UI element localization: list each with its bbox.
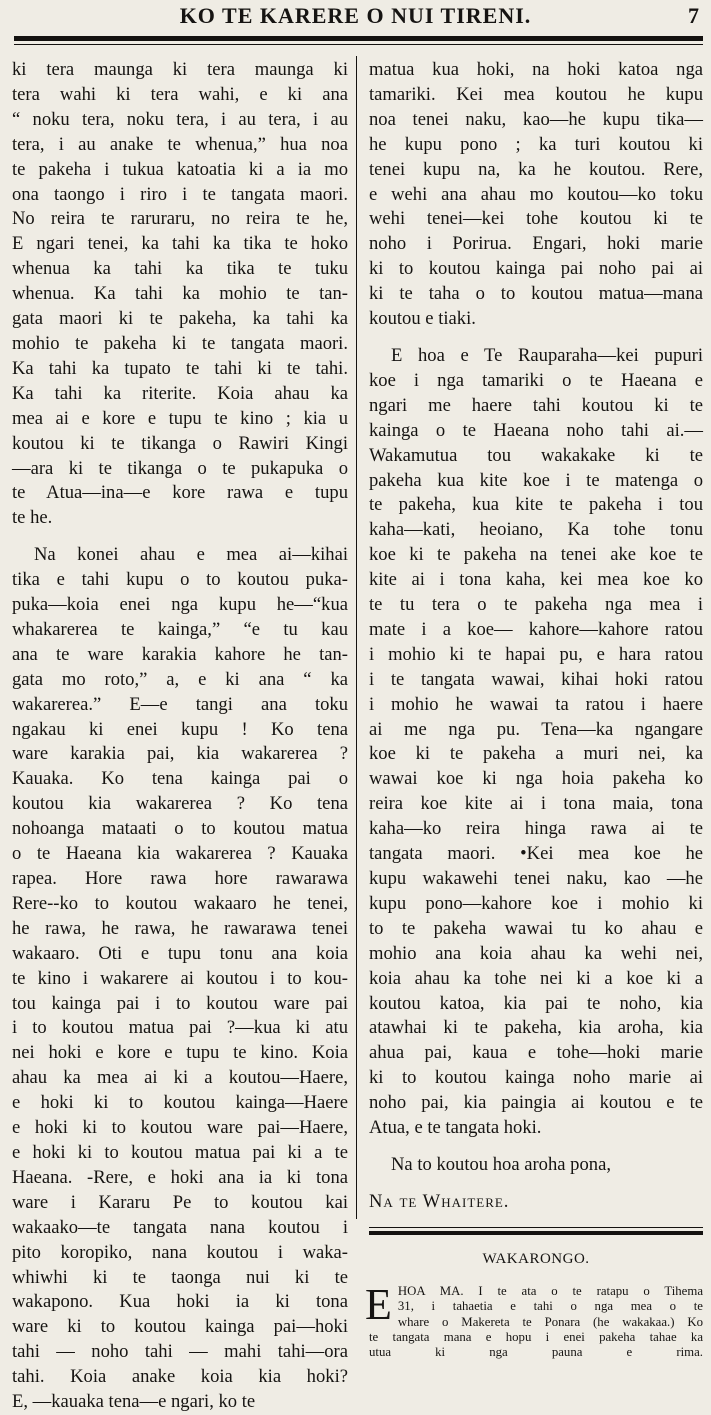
text-line: No reira te raruraru, no reira te he, (12, 208, 348, 230)
paragraph (12, 58, 348, 531)
text-line: ai me nga pu. Tena—ka ngangare (369, 718, 703, 740)
text-line: kaha—kati, heoiano, Ka tohe tonu (369, 519, 703, 541)
left-column (12, 58, 348, 1415)
text-line: te tu tera o te pakeha nga mea i (369, 594, 703, 616)
text-line: Na konei ahau e mea ai—kihai (34, 544, 348, 566)
paragraph (369, 344, 703, 1141)
text-line: mohio te pakeha ki te tangata maori. (12, 332, 348, 354)
text-line: whiwhi ki te taonga nui ki te (12, 1266, 348, 1288)
text-line: mea ai e kore e tupu te kino ; kia u (12, 407, 348, 429)
text-line: —ara ki te tikanga o te pukapuka o (12, 457, 348, 479)
paragraph (12, 543, 348, 1415)
header-rule-thin (14, 44, 703, 45)
text-line: i mohio ki te hapai pu, e hara ratou (369, 643, 703, 665)
text-line: kupu wakawehi tenei naku, kao —he (369, 868, 703, 889)
text-line: koe i nga tamariki o te Haeana e (369, 369, 703, 391)
text-line: gata mo roto,” a, e ki ana “ ka (12, 668, 348, 690)
header-rule-thick (14, 36, 703, 41)
text-line: he kupu pono ; ka turi koutou ki (369, 133, 703, 155)
text-line: tika e tahi kupu o to koutou puka- (12, 569, 348, 591)
text-line: wakapono. Kua hoki ia ki tona (12, 1291, 348, 1313)
drop-cap: E (365, 1279, 392, 1329)
text-line: te pakeha i tukua katoatia ki a ia mo (12, 158, 348, 180)
page-header (0, 0, 711, 36)
text-line: ki tera maunga ki tera maunga ki (12, 59, 348, 80)
text-line: te pakeha, kua kite te pakeha i tou (369, 494, 703, 516)
text-line: noho i Porirua. Engari, hoki marie (369, 233, 703, 255)
section-title: WAKARONGO. (482, 1250, 590, 1267)
text-line: ware i Kararu Pe to koutou kai (12, 1191, 348, 1213)
text-line: ahua pai, kaua e tohe—hoki marie (369, 1042, 703, 1064)
text-line: Kauaka. Ko tena kainga pai o (12, 768, 348, 790)
text-line: whenua. Ka tahi ka mohio te tan- (12, 283, 348, 305)
text-line: koe ki te pakeha a muri nei, ka (369, 743, 703, 765)
text-line: e hoki ki to koutou ware pai—Haere, (12, 1117, 348, 1139)
text-line: gata maori ki te pakeha, ka tahi ka (12, 308, 348, 330)
text-line: tera wahi ki tera wahi, e ki ana (12, 83, 348, 105)
text-line: wakaako—te tangata nana koutou i (12, 1216, 348, 1238)
notice-line: te tangata mana e hopu i enei pakeha tahae ka (369, 1329, 703, 1344)
text-line: o te Haeana kia wakarerea ? Kauaka (12, 843, 348, 865)
text-line: te Atua—ina—e kore rawa e tupu (12, 482, 348, 504)
text-line: Atua, e te tangata hoki. (369, 1117, 542, 1139)
text-line: tahi. Koia anake koia kia hoki? (12, 1366, 348, 1388)
text-line: whenua ka tahi ka tika te tuku (12, 258, 348, 280)
text-line: koia ahau ka tohe nei ki a koe ki a (369, 967, 703, 989)
text-line: koutou kia wakarerea ? Ko tena (12, 793, 348, 815)
text-line: kupu pono—kahore koe i mohio ki (369, 892, 703, 914)
text-line: koe ki te pakeha na tenei ake koe te (369, 544, 703, 566)
closing-line: Na to koutou hoa aroha pona, (391, 1153, 611, 1175)
signature: Na te Whaitere. (369, 1190, 510, 1212)
text-line: koutou ki te tikanga o Rawiri Kingi (12, 432, 348, 454)
section-rule-thick (369, 1231, 703, 1235)
text-line: tamariki. Kei mea koutou he kupu (369, 83, 703, 105)
text-line: pito koropiko, nana koutou i waka- (12, 1241, 348, 1263)
text-line: wawai koe ki nga hoia pakeha ko (369, 768, 703, 790)
text-line: ki to koutou kainga pai noho pai ai (369, 258, 703, 280)
right-column (365, 58, 703, 1361)
text-line: ki te taha o to koutou matua—mana (369, 283, 703, 305)
text-line: ware ki to koutou kainga pai—hoki (12, 1316, 348, 1338)
text-line: mate i a koe— kahore—kahore ratou (369, 618, 703, 640)
notice-line: utua ki nga pauna e rima. (369, 1345, 703, 1360)
text-line: tangata maori. •Kei mea koe he (369, 843, 703, 865)
text-line: E, —kauaka tena—e ngari, ko te (12, 1391, 256, 1413)
text-line: E hoa e Te Rauparaha—kei pupuri (391, 344, 703, 366)
page-number: 7 (688, 3, 699, 28)
notice-line: 31, i tahaetia e tahi o nga mea o te (397, 1299, 703, 1314)
text-line: kaha—ko reira hinga rawa ai te (369, 818, 703, 840)
text-line: noa tenei naku, kao—he kupu tika— (369, 108, 703, 130)
text-line: tahi — noho tahi — mahi tahi—ora (12, 1341, 348, 1363)
text-line: e hoki ki to koutou kainga—Haere (12, 1092, 348, 1114)
text-line: nohoanga mataati o to koutou matua (12, 818, 348, 840)
text-line: kite ai i tona kaha, kei mea koe ko (369, 569, 703, 591)
text-line: reira koe kite ai i tona maia, tona (369, 793, 703, 815)
text-line: whakarerea te kainga,” “e tu kau (12, 618, 348, 640)
notice-paragraph (365, 1279, 703, 1361)
text-line: wehi tenei—kei tohe koutou ki te (369, 208, 703, 230)
text-line: kainga o te Haeana noho tahi ai.— (369, 419, 703, 441)
text-line: ngari me haere tahi koutou ki te (369, 394, 703, 416)
text-line: “ noku tera, noku tera, i au tera, i au (12, 108, 348, 130)
text-line: ana te ware karakia kahore he tan- (12, 643, 348, 665)
text-line: noho pai, kia paingia ai koutou e te (369, 1092, 703, 1114)
text-line: koutou katoa, kia pai te noho, kia (369, 992, 703, 1014)
text-line: ngakau ki enei kupu ! Ko tena (12, 718, 348, 740)
text-line: Rere--ko to koutou wakaaro he tenei, (12, 892, 348, 914)
text-line: te he. (12, 507, 53, 529)
text-line: i te tangata wawai, kihai hoki ratou (369, 668, 703, 690)
text-line: Ka tahi ka tupato te tahi ki te tahi. (12, 357, 348, 379)
column-divider (356, 56, 357, 1219)
text-line: Ka tahi ka riterite. Koia ahau ka (12, 382, 348, 404)
text-line: wakarerea.” E—e tangi ana toku (12, 693, 348, 715)
text-line: e hoki ki to koutou matua pai ki a te (12, 1141, 348, 1163)
text-line: ware karakia pai, kia wakarerea ? (12, 743, 348, 765)
paragraph (369, 58, 703, 332)
text-line: tera, i au anake te whenua,” hua noa (12, 133, 348, 155)
text-line: E ngari tenei, ka tahi ka tika te hoko (12, 233, 348, 255)
text-line: tenei kupu na, ka he koutou. Rere, (369, 158, 703, 180)
text-line: e wehi ana ahau mo koutou—ko toku (369, 183, 703, 205)
text-line: i to koutou matua pai ?—kua ki atu (12, 1017, 348, 1039)
text-line: nei hoki e kore e tupu te kino. Koia (12, 1042, 348, 1064)
text-line: pakeha kua kite koe i te matenga o (369, 469, 703, 491)
text-line: te kino i wakarere ai koutou i to kou- (12, 967, 348, 989)
text-line: puka—koia enei nga kupu he—“kua (12, 594, 348, 616)
text-line: rapea. Hore rawa hore rawarawa (12, 868, 348, 889)
text-line: Wakamutua tou wakakake ki te (369, 444, 703, 466)
newspaper-title: KO TE KARERE O NUI TIRENI. (179, 3, 532, 28)
text-line: matua kua hoki, na hoki katoa nga (369, 59, 703, 80)
notice-body (369, 1284, 703, 1361)
text-line: to te pakeha wawai tu ko ahau e (369, 917, 703, 939)
text-line: koutou e tiaki. (369, 308, 476, 330)
text-line: ahau ka mea ai ki a koutou—Haere, (12, 1067, 348, 1089)
text-line: ki to koutou kainga noho marie ai (369, 1067, 703, 1089)
section-rule-thin (369, 1227, 703, 1228)
text-line: atawhai ki te pakeha, kia aroha, kia (369, 1017, 703, 1039)
text-line: tou kainga pai i to koutou ware pai (12, 992, 348, 1014)
notice-line: HOA MA. I te ata o te ratapu o Tihema (397, 1283, 703, 1298)
text-line: wakaaro. Oti e tupu tonu ana koia (12, 942, 348, 964)
text-line: mohio ana koia ahau ka wehi nei, (369, 942, 703, 964)
text-line: i mohio he wawai ta ratou i haere (369, 693, 703, 715)
right-column-body (369, 58, 703, 1141)
text-line: ona taongo i riro i te tangata maori. (12, 183, 348, 205)
text-line: Haeana. -Rere, e hoki ana ia ki tona (12, 1166, 348, 1188)
text-line: he rawa, he rawa, he rawarawa tenei (12, 917, 348, 939)
notice-line: whare o Makereta te Ponara (he wakakaa.) Ko (397, 1314, 703, 1329)
